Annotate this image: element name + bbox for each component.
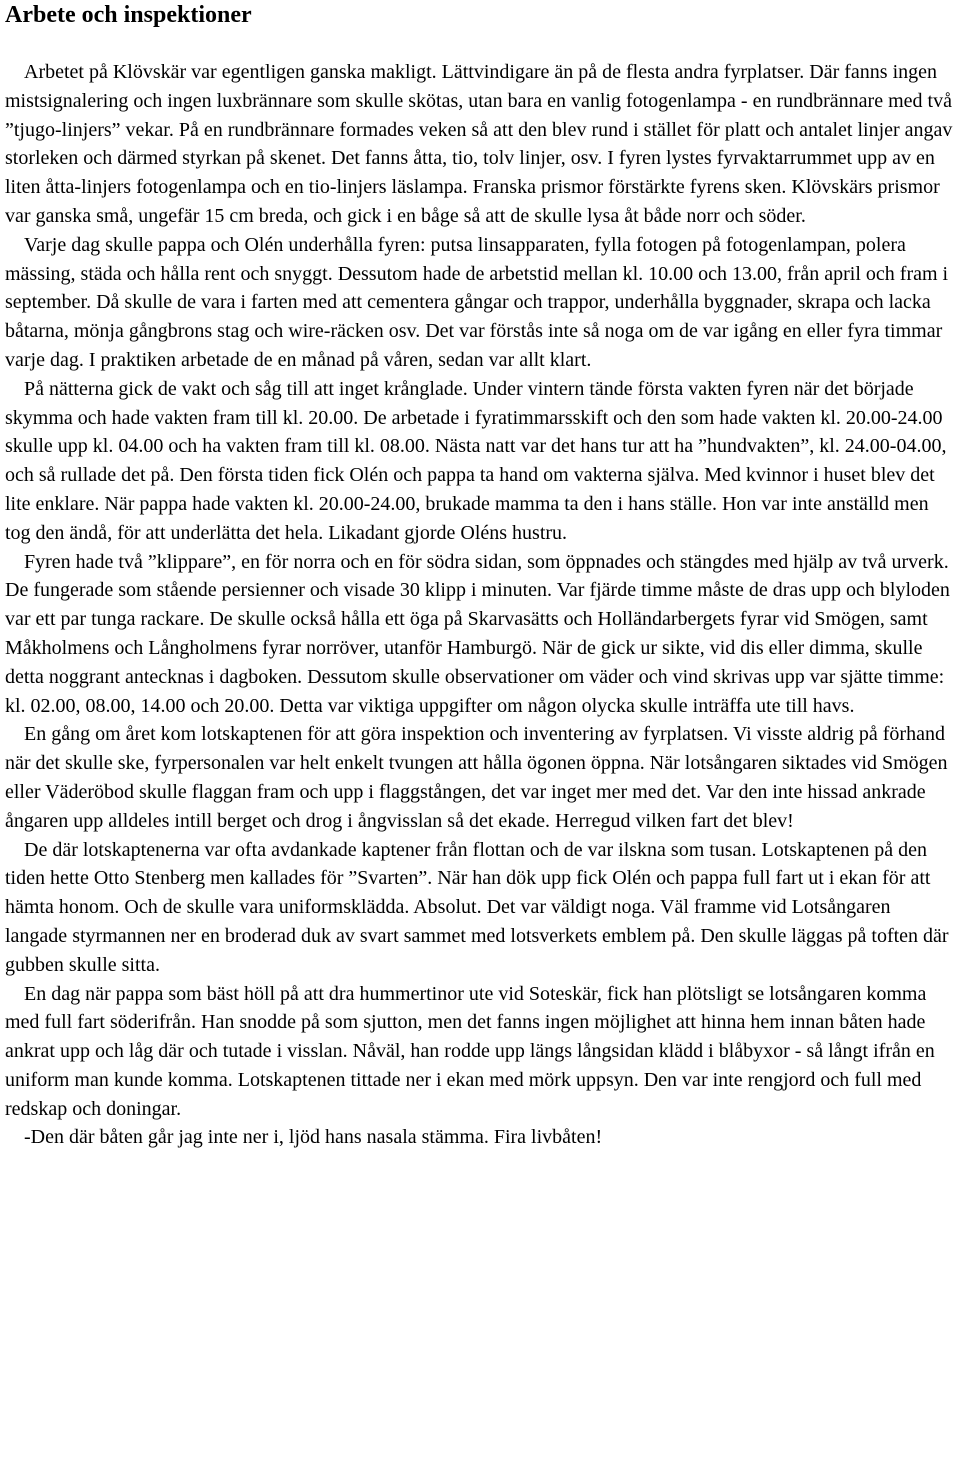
paragraph-night-watches: På nätterna gick de vakt och såg till att inget krånglade. Under vintern tände första vakten fyren när det började skymma och hade vakten fram till kl. 20.00. De arbetade i fyratimmarsskift och den som hade vakten kl. 20.00-24.00 skulle upp kl. 04.00 och ha vakten fram till kl. 08.00. Nästa natt var det hans tur att ha ”hundvakten”, kl. 24.00-04.00, och så rullade det på. Den första tiden fick Olén och pappa ta hand om vakterna själva. Med kvinnor i huset blev det lite enklare. När pappa hade vakten kl. 20.00-24.00, brukade mamma ta den i hans ställe. Hon var inte anställd men tog den ändå, för att underlätta det hela. Likadant gjorde Oléns hustru. <box>5 377 947 544</box>
paragraph-pilot-captains: De där lotskaptenerna var ofta avdankade kaptener från flottan och de var ilskna som tusan. Lotskaptenen på den tiden hette Otto Stenberg men kallades för ”Svarten”. När han dök upp fick Olén och pappa full fart ut i ekan för att hämta honom. Och de skulle vara uniformsklädda. Absolut. Det var väldigt noga. Väl framme vid Lotsångaren langade styrmannen ner en broderad duk av svart sammet med lotsverkets emblem på. Den skulle läggas på toften där gubben skulle sitta. <box>5 838 949 976</box>
paragraph-clippers: Fyren hade två ”klippare”, en för norra och en för södra sidan, som öppnades och stängdes med hjälp av två urverk. De fungerade som stående persienner och visade 30 klipp i minuten. Var fjärde timme måste de dras upp och blyloden var ett par tunga rackare. De skulle också hålla ett öga på Skarvasätts och Holländarbergets fyrar vid Smögen, samt Måkholmens och Långholmens fyrar norröver, utanför Hamburgö. När de gick ur sikte, vid dis eller dimma, skulle detta noggrant antecknas i dagboken. Dessutom skulle observationer om väder och vind skrivas upp var sjätte timme: kl. 02.00, 08.00, 14.00 och 20.00. Detta var viktiga uppgifter om någon olycka skulle inträffa ute till havs. <box>5 550 950 717</box>
paragraph-lifeboat-quote: -Den där båten går jag inte ner i, ljöd hans nasala stämma. Fira livbåten! <box>24 1126 603 1149</box>
page-title: Arbete och inspektioner <box>5 2 252 28</box>
document-page <box>5 0 957 1152</box>
paragraph-work-overview: Arbetet på Klövskär var egentligen ganska makligt. Lättvindigare än på de flesta andra fyrplatser. Där fanns ingen mistsignalering och ingen luxbrännare som skulle skötas, utan bara en vanlig fotogenlampa - en rundbrännare med två ”tjugo-linjers” vekar. På en rundbrännare formades veken så att den blev rund i stället för platt och antalet linjer angav storleken och därmed styrkan på skenet. Det fanns åtta, tio, tolv linjer, osv. I fyren lystes fyrvaktarrummet upp av en liten åtta-linjers fotogenlampa och en tio-linjers läslampa. Franska prismor förstärkte fyrens sken. Klövskärs prismor var ganska små, ungefär 15 cm breda, och gick i en båge så att de skulle lysa åt både norr och söder. <box>5 61 953 227</box>
paragraph-daily-maintenance: Varje dag skulle pappa och Olén underhålla fyren: putsa linsapparaten, fylla fotogen på fotogenlampan, polera mässing, städa och hålla rent och snyggt. Dessutom hade de arbetstid mellan kl. 10.00 och 13.00, från april och fram i september. Då skulle de vara i farten med att cementera gångar och trappor, underhålla byggnader, skrapa och lacka båtarna, mönja gångbrons stag och wire-räcken osv. Det var förstås inte så noga om de var igång en eller fyra timmar varje dag. I praktiken arbetade de en månad på våren, sedan var allt klart. <box>5 233 949 371</box>
paragraph-annual-inspection: En gång om året kom lotskaptenen för att göra inspektion och inventering av fyrplatsen. Vi visste aldrig på förhand när det skulle ske, fyrpersonalen var helt enkelt tvungen att hålla ögonen öppna. När lotsångaren siktades vid Smögen eller Väderöbod skulle flaggan fram och upp i flaggstången, det var inget mer med det. Var den inte hissad ankrade ångaren upp alldeles intill berget och drog i ångvisslan så det ekade. Herregud vilken fart det blev! <box>5 723 948 832</box>
paragraph-lobster-pots: En dag när pappa som bäst höll på att dra hummertinor ute vid Soteskär, fick han plötsligt se lotsångaren komma med full fart söderifrån. Han snodde på som sjutton, men det fanns ingen möjlighet att hinna hem innan båten hade ankrat upp och låg där och tutade i visslan. Nåväl, han rodde upp längs långsidan klädd i blåbyxor - så långt ifrån en uniform man kunde komma. Lotskaptenen tittade ner i ekan med mörk uppsyn. Den var inte rengjord och full med redskap och doningar. <box>5 982 935 1120</box>
